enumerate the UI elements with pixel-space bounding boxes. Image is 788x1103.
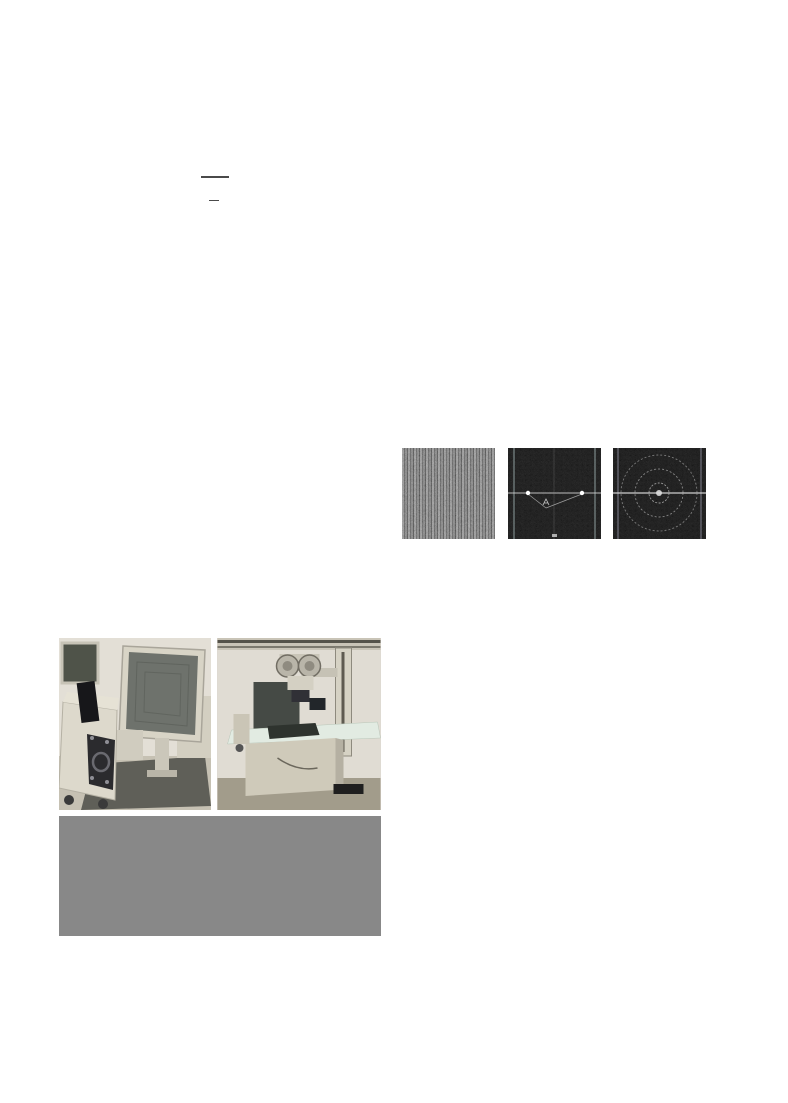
fft-transformed-image-wrap xyxy=(508,448,601,544)
figure52-photos xyxy=(59,638,381,810)
plot-idr-143-wrap xyxy=(572,574,712,577)
formula-rose-model xyxy=(59,176,381,206)
radial-maximum-image xyxy=(613,448,706,539)
line-artifact-image xyxy=(402,448,495,539)
fft-image xyxy=(508,448,601,539)
plot-ddr-139-wrap xyxy=(426,572,562,575)
formula-numerator xyxy=(209,198,219,201)
fft-source-image-wrap xyxy=(402,448,495,544)
photo-ddr-system xyxy=(59,638,211,810)
figure52-artifact-image xyxy=(59,816,381,936)
figure53-plots xyxy=(402,572,728,692)
photo-idr-system xyxy=(217,638,381,810)
fft-radial-maximum-image-wrap xyxy=(613,448,706,544)
square-root xyxy=(207,176,229,206)
figure53-images xyxy=(402,448,728,564)
